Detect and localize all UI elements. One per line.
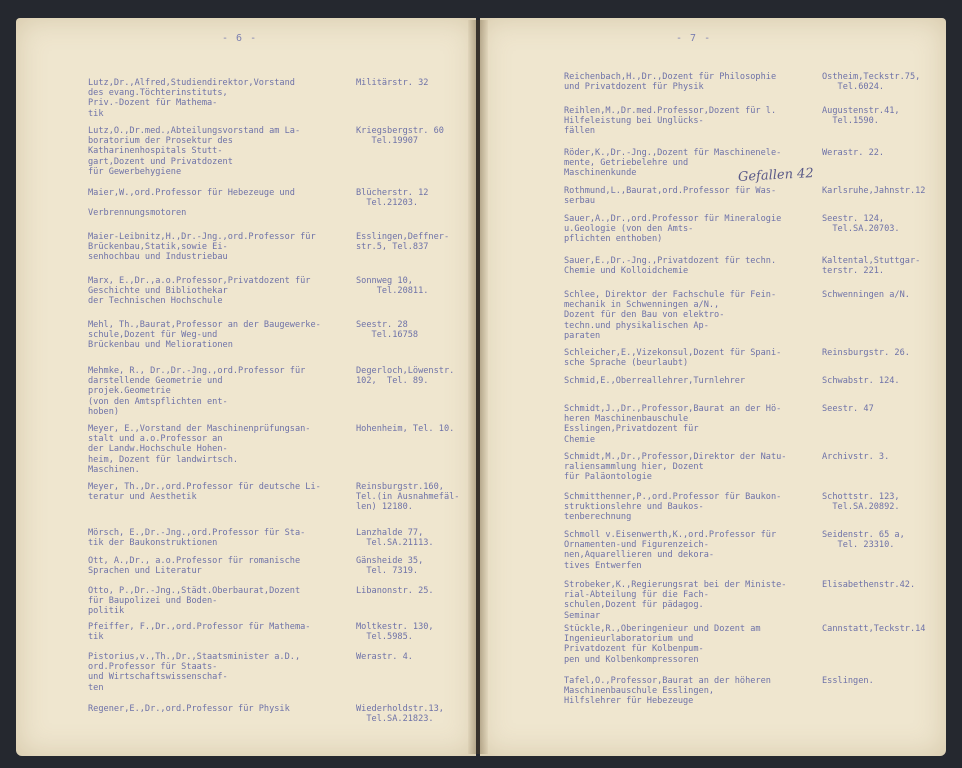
entry-name: Pistorius,v.,Th.,Dr.,Staatsminister a.D., ord.Professor für Staats- und Wirtschaftswissenschaf- ten <box>88 652 301 693</box>
entry-name: Maier-Leibnitz,H.,Dr.-Jng.,ord.Professor für Brückenbau,Statik,sowie Ei- senhochbau und Industriebau <box>88 232 316 263</box>
entry-address: Schwenningen a/N. <box>822 290 910 300</box>
entry-name: Lutz,Dr.,Alfred,Studiendirektor,Vorstand des evang.Töchterinstituts, Priv.-Dozent für Mathema- tik <box>88 78 295 119</box>
left-page <box>16 18 476 756</box>
entry-address: Lanzhalde 77, Tel.SA.21113. <box>356 528 434 549</box>
page-number: - 6 - <box>222 33 258 44</box>
entry-address: Ostheim,Teckstr.75, Tel.6024. <box>822 72 921 93</box>
entry-name: Sauer,A.,Dr.,ord.Professor für Mineralogie u.Geologie (von den Amts- pflichten enthoben) <box>564 214 782 245</box>
handwritten-note: Gefallen 42 <box>737 166 815 185</box>
entry-name: Regener,E.,Dr.,ord.Professor für Physik <box>88 704 290 714</box>
entry-address: Libanonstr. 25. <box>356 586 434 596</box>
entry-name: Marx, E.,Dr.,a.o.Professor,Privatdozent für Geschichte und Bibliothekar der Technischen Hochschule <box>88 276 311 307</box>
entry-name: Reichenbach,H.,Dr.,Dozent für Philosophie und Privatdozent für Physik <box>564 72 777 93</box>
entry-address: Militärstr. 32 <box>356 78 429 88</box>
entry-address: Archivstr. 3. <box>822 452 890 462</box>
entry-address: Augustenstr.41, Tel.1590. <box>822 106 900 127</box>
book-gutter <box>468 20 488 754</box>
entry-name: Maier,W.,ord.Professor für Hebezeuge und Verbrennungsmotoren <box>88 188 295 219</box>
entry-address: Schwabstr. 124. <box>822 376 900 386</box>
entry-name: Schleicher,E.,Vizekonsul,Dozent für Spani- sche Sprache (beurlaubt) <box>564 348 782 369</box>
entry-address: Esslingen. <box>822 676 874 686</box>
entry-name: Sauer,E.,Dr.-Jng.,Privatdozent für techn. Chemie und Kolloidchemie <box>564 256 777 277</box>
entry-address: Hohenheim, Tel. 10. <box>356 424 455 434</box>
entry-address: Karlsruhe,Jahnstr.12 <box>822 186 926 196</box>
entry-address: Reinsburgstr. 26. <box>822 348 910 358</box>
entry-name: Stückle,R.,Oberingenieur und Dozent am Ingenieurlaboratorium und Privatdozent für Kolbenpum- pen und Kolbenkompressoren <box>564 624 761 665</box>
entry-address: Elisabethenstr.42. <box>822 580 916 590</box>
entry-name: Lutz,O.,Dr.med.,Abteilungsvorstand am La- boratorium der Prosektur des Katharinenhospitals Stutt- gart,Dozent und Privatdozent für Gewerbehygiene <box>88 126 301 177</box>
page-number: - 7 - <box>676 33 712 44</box>
entry-address: Wiederholdstr.13, Tel.SA.21823. <box>356 704 444 725</box>
entry-name: Meyer, E.,Vorstand der Maschinenprüfungsan- stalt und a.o.Professor an der Landw.Hochschule Hohen- heim, Dozent für landwirtsch. Maschinen. <box>88 424 311 475</box>
entry-address: Reinsburgstr.160, Tel.(in Ausnahmefäl- len) 12180. <box>356 482 460 513</box>
entry-address: Moltkestr. 130, Tel.5985. <box>356 622 434 643</box>
entry-address: Werastr. 4. <box>356 652 413 662</box>
entry-address: Schottstr. 123, Tel.SA.20892. <box>822 492 900 513</box>
right-page <box>480 18 946 756</box>
entry-name: Ott, A.,Dr., a.o.Professor für romanische Sprachen und Literatur <box>88 556 301 577</box>
entry-address: Werastr. 22. <box>822 148 885 158</box>
entry-name: Röder,K.,Dr.-Jng.,Dozent für Maschinenele- mente, Getriebelehre und Maschinenkunde <box>564 148 782 179</box>
entry-name: Reihlen,M.,Dr.med.Professor,Dozent für l. Hilfeleistung bei Unglücks- fällen <box>564 106 777 137</box>
entry-name: Meyer, Th.,Dr.,ord.Professor für deutsche Li- teratur und Aesthetik <box>88 482 321 503</box>
entry-address: Degerloch,Löwenstr. 102, Tel. 89. <box>356 366 455 387</box>
entry-address: Sonnweg 10, Tel.20811. <box>356 276 429 297</box>
entry-name: Rothmund,L.,Baurat,ord.Professor für Was- serbau <box>564 186 777 207</box>
entry-name: Otto, P.,Dr.-Jng.,Städt.Oberbaurat,Dozent für Baupolizei und Boden- politik <box>88 586 301 617</box>
entry-address: Seidenstr. 65 a, Tel. 23310. <box>822 530 905 551</box>
entry-address: Blücherstr. 12 Tel.21203. <box>356 188 429 209</box>
entry-name: Schmidt,J.,Dr.,Professor,Baurat an der Hö- heren Maschinenbauschule Esslingen,Privatdozent für Chemie <box>564 404 782 445</box>
entry-name: Mörsch, E.,Dr.-Jng.,ord.Professor für Sta- tik der Baukonstruktionen <box>88 528 306 549</box>
entry-address: Esslingen,Deffner- str.5, Tel.837 <box>356 232 450 253</box>
entry-address: Kriegsbergstr. 60 Tel.19907 <box>356 126 444 147</box>
entry-name: Mehl, Th.,Baurat,Professor an der Baugewerke- schule,Dozent für Weg-und Brückenbau und Meliorationen <box>88 320 321 351</box>
entry-name: Schmoll v.Eisenwerth,K.,ord.Professor für Ornamenten-und Figurenzeich- nen,Aquarellieren und dekora- tives Entwerfen <box>564 530 777 571</box>
entry-name: Schmitthenner,P.,ord.Professor für Baukon- struktionslehre und Baukos- tenberechnung <box>564 492 782 523</box>
entry-address: Seestr. 124, Tel.SA.20703. <box>822 214 900 235</box>
entry-address: Seestr. 28 Tel.16758 <box>356 320 419 341</box>
entry-name: Schmidt,M.,Dr.,Professor,Direktor der Natu- raliensammlung hier, Dozent für Paläontologie <box>564 452 787 483</box>
entry-name: Tafel,O.,Professor,Baurat an der höheren Maschinenbauschule Esslingen, Hilfslehrer für Hebezeuge <box>564 676 771 707</box>
entry-name: Pfeiffer, F.,Dr.,ord.Professor für Mathema- tik <box>88 622 311 643</box>
entry-name: Mehmke, R., Dr.,Dr.-Jng.,ord.Professor für darstellende Geometrie und projek.Geometrie (von den Amtspflichten ent- hoben) <box>88 366 306 417</box>
entry-name: Schmid,E.,Oberreallehrer,Turnlehrer <box>564 376 746 386</box>
entry-name: Strobeker,K.,Regierungsrat bei der Ministe- rial-Abteilung für die Fach- schulen,Dozent für pädagog. Seminar <box>564 580 787 621</box>
entry-name: Schlee, Direktor der Fachschule für Fein- mechanik in Schwenningen a/N., Dozent für den Bau von elektro- techn.und physikalischen Ap- paraten <box>564 290 777 341</box>
entry-address: Cannstatt,Teckstr.14 <box>822 624 926 634</box>
entry-address: Gänsheide 35, Tel. 7319. <box>356 556 424 577</box>
entry-address: Kaltental,Stuttgar- terstr. 221. <box>822 256 921 277</box>
entry-address: Seestr. 47 <box>822 404 874 414</box>
